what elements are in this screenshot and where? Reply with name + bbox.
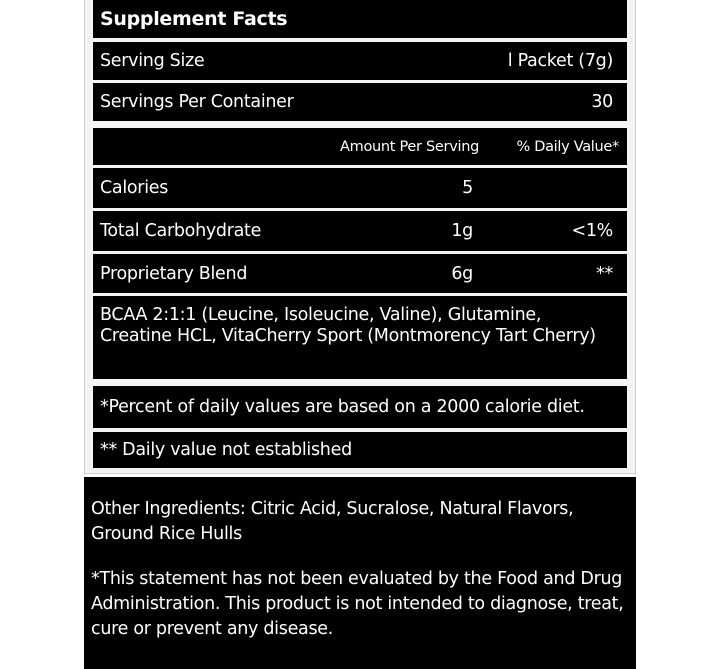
other-ingredients-panel: [84, 477, 636, 669]
blend-ingredients: [93, 296, 627, 379]
dv-header: % Daily Value*: [516, 138, 619, 155]
serving-size-value: l Packet (7g): [507, 51, 613, 71]
blend-text: BCAA 2:1:1 (Leucine, Isoleucine, Valine), Glutamine, Creatine HCL, VitaCherry Sport (Montmorency Tart Cherry): [100, 305, 596, 346]
footnote-not-established: [93, 432, 627, 468]
servings-label: Servings Per Container: [100, 92, 294, 112]
nutrient-name: Calories: [100, 178, 169, 198]
serving-size-label: Serving Size: [100, 51, 205, 71]
title-bar: [93, 0, 627, 38]
amount-header: Amount Per Serving: [340, 138, 479, 155]
nutrient-amount: 1g: [451, 221, 473, 241]
column-header-row: [93, 128, 627, 165]
footnote-1: *Percent of daily values are based on a 2000 calorie diet.: [100, 397, 585, 417]
nutrient-row: [93, 254, 627, 293]
nutrient-amount: 6g: [451, 263, 473, 284]
footnote-daily-values: [93, 386, 627, 428]
panel-title: Supplement Facts: [100, 8, 288, 30]
servings-per-container-row: [93, 83, 627, 121]
nutrient-name: Proprietary Blend: [100, 263, 248, 284]
nutrient-dv: <1%: [571, 221, 613, 241]
nutrient-amount: 5: [462, 178, 473, 198]
serving-size-row: [93, 42, 627, 80]
fda-disclaimer: *This statement has not been evaluated by the Food and Drug Administration. This product is not intended to diagnose, treat, cure or prevent any disease.: [91, 569, 624, 639]
nutrient-row: [93, 211, 627, 251]
nutrient-name: Total Carbohydrate: [100, 221, 262, 241]
nutrient-dv: **: [596, 263, 613, 284]
other-ingredients: Other Ingredients: Citric Acid, Sucralose, Natural Flavors, Ground Rice Hulls: [91, 499, 574, 544]
servings-value: 30: [591, 92, 613, 112]
footnote-2: ** Daily value not established: [100, 440, 352, 460]
nutrient-row: [93, 168, 627, 208]
